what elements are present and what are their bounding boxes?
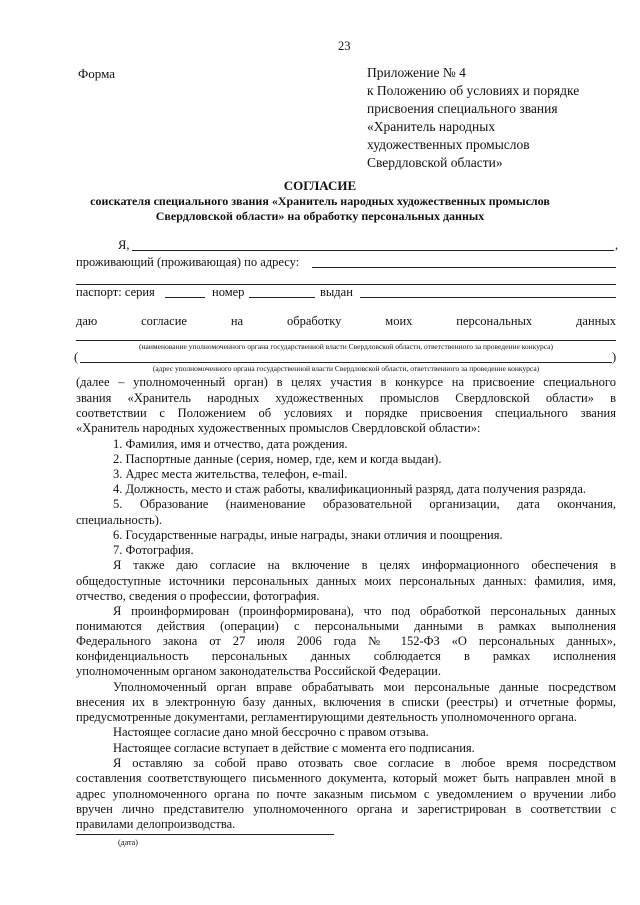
body-line: Я также даю согласие на включение в целях информационного обеспечения в (113, 558, 616, 572)
consent-word: обработку (286, 314, 342, 328)
caption-authority-address: (адрес уполномоченного органа государственной власти Свердловской области, ответственного за проведение конкурса) (152, 364, 540, 373)
appendix-block (367, 64, 579, 172)
appendix-line: к Положению об условиях и порядке (367, 83, 580, 98)
passport-series-label: паспорт: серия (76, 285, 155, 299)
body-line: предусмотренные документами, регламентирующими деятельность уполномоченного органа. (76, 710, 577, 724)
body-line: соответствии с Положением об условиях и порядке присвоения специального звания (76, 406, 616, 420)
date-caption: (дата) (118, 838, 138, 847)
ya-label: Я, (118, 238, 130, 252)
address-line[interactable] (312, 267, 616, 268)
body-line: адрес уполномоченного органа по почте заказным письмом с уведомлением о вручении либо (76, 787, 616, 801)
fio-line[interactable] (132, 250, 614, 251)
body-line: Федерального закона от 27 июля 2006 года № 152-ФЗ «О персональных данных», (76, 634, 616, 648)
body-line: Настоящее согласие дано мной бессрочно с правом отзыва. (113, 725, 429, 739)
body-line: конфиденциальность персональных данных соблюдается в рамках исполнения (76, 649, 616, 663)
body-line: «Хранитель народных художественных промыслов Свердловской области»: (76, 421, 481, 435)
body-line: Уполномоченный орган вправе обрабатывать мои персональные данные посредством (113, 680, 616, 694)
appendix-line: «Хранитель народных (367, 119, 496, 134)
body-line: понимаются действия (операции) с персональными данными в рамках выполнения (76, 619, 616, 633)
list-item-cont: специальность). (76, 513, 163, 527)
passport-issued-line[interactable] (360, 297, 616, 298)
body-line: звания «Хранитель народных художественных промыслов Свердловской области» в (76, 391, 616, 405)
consent-word: на (230, 314, 244, 328)
body-line: Настоящее согласие вступает в действие с момента его подписания. (113, 741, 475, 755)
appendix-line: Приложение № 4 (367, 65, 466, 80)
body-line: отчество, сведения о профессии, фотография. (76, 589, 320, 603)
body-line: правилами делопроизводства. (76, 817, 236, 831)
paren-close: ) (612, 350, 617, 364)
body-line: (далее – уполномоченный орган) в целях участия в конкурсе на присвоение специального (76, 375, 616, 389)
consent-row (76, 314, 616, 329)
doc-title: СОГЛАСИЕ (283, 178, 357, 193)
authority-name-line[interactable] (76, 340, 616, 341)
body-line: Я проинформирован (проинформирована), что под обработкой персональных данных (113, 604, 616, 618)
body-line: внесения их в электронную базу данных, включения в списки (реестры) и отчетные формы, (76, 695, 616, 709)
body-line: вручен лично представителю уполномоченного органа и зарегистрирован в соответствии с (76, 802, 616, 816)
doc-subtitle-1: соискателя специального звания «Хранитель народных художественных промыслов (90, 194, 550, 208)
consent-word: персональных (456, 314, 533, 328)
body-line: уполномоченным органом законодательства Российской Федерации. (76, 664, 441, 678)
list-item: 2. Паспортные данные (серия, номер, где, кем и когда выдан). (113, 452, 442, 466)
list-item: 4. Должность, место и стаж работы, квалификационный разряд, дата получения разряда. (113, 482, 587, 496)
consent-word: данных (576, 314, 616, 328)
list-item: 3. Адрес места жительства, телефон, e-mail. (113, 467, 348, 481)
list-item: 1. Фамилия, имя и отчество, дата рождения. (113, 437, 348, 451)
body-line: Я оставляю за собой право отозвать свое согласие в любое время посредством (113, 756, 616, 770)
list-item: 7. Фотография. (113, 543, 194, 557)
paren-open: ( (74, 350, 79, 364)
comma: , (615, 238, 619, 252)
appendix-line: присвоения специального звания (367, 101, 558, 116)
consent-word: даю (76, 314, 98, 328)
address-label: проживающий (проживающая) по адресу: (76, 255, 300, 269)
body-line: общедоступные источники персональных данных моих персональных данных: фамилия, имя, (76, 574, 616, 588)
passport-number-line[interactable] (249, 297, 315, 298)
consent-word: согласие (141, 314, 187, 328)
appendix-line: Свердловской области» (367, 155, 503, 170)
authority-address-line[interactable] (80, 362, 612, 363)
appendix-line: художественных промыслов (367, 137, 530, 152)
date-line[interactable] (76, 834, 334, 835)
caption-authority-name: (наименование уполномоченного органа государственной власти Свердловской области, ответственного за проведение конкурса) (139, 342, 553, 351)
doc-subtitle-2: Свердловской области» на обработку персональных данных (155, 209, 485, 223)
page-number: 23 (338, 39, 351, 53)
body-line: составления соответствующего письменного документа, который может быть направлен мной в (76, 771, 616, 785)
passport-number-label: номер (212, 285, 245, 299)
form-label: Форма (78, 66, 115, 81)
passport-series-line[interactable] (165, 297, 205, 298)
list-item: 6. Государственные награды, иные награды, знаки отличия и поощрения. (113, 528, 503, 542)
passport-issued-label: выдан (320, 285, 353, 299)
consent-word: моих (385, 314, 413, 328)
list-item: 5. Образование (наименование образовательной организации, дата окончания, (113, 497, 616, 511)
